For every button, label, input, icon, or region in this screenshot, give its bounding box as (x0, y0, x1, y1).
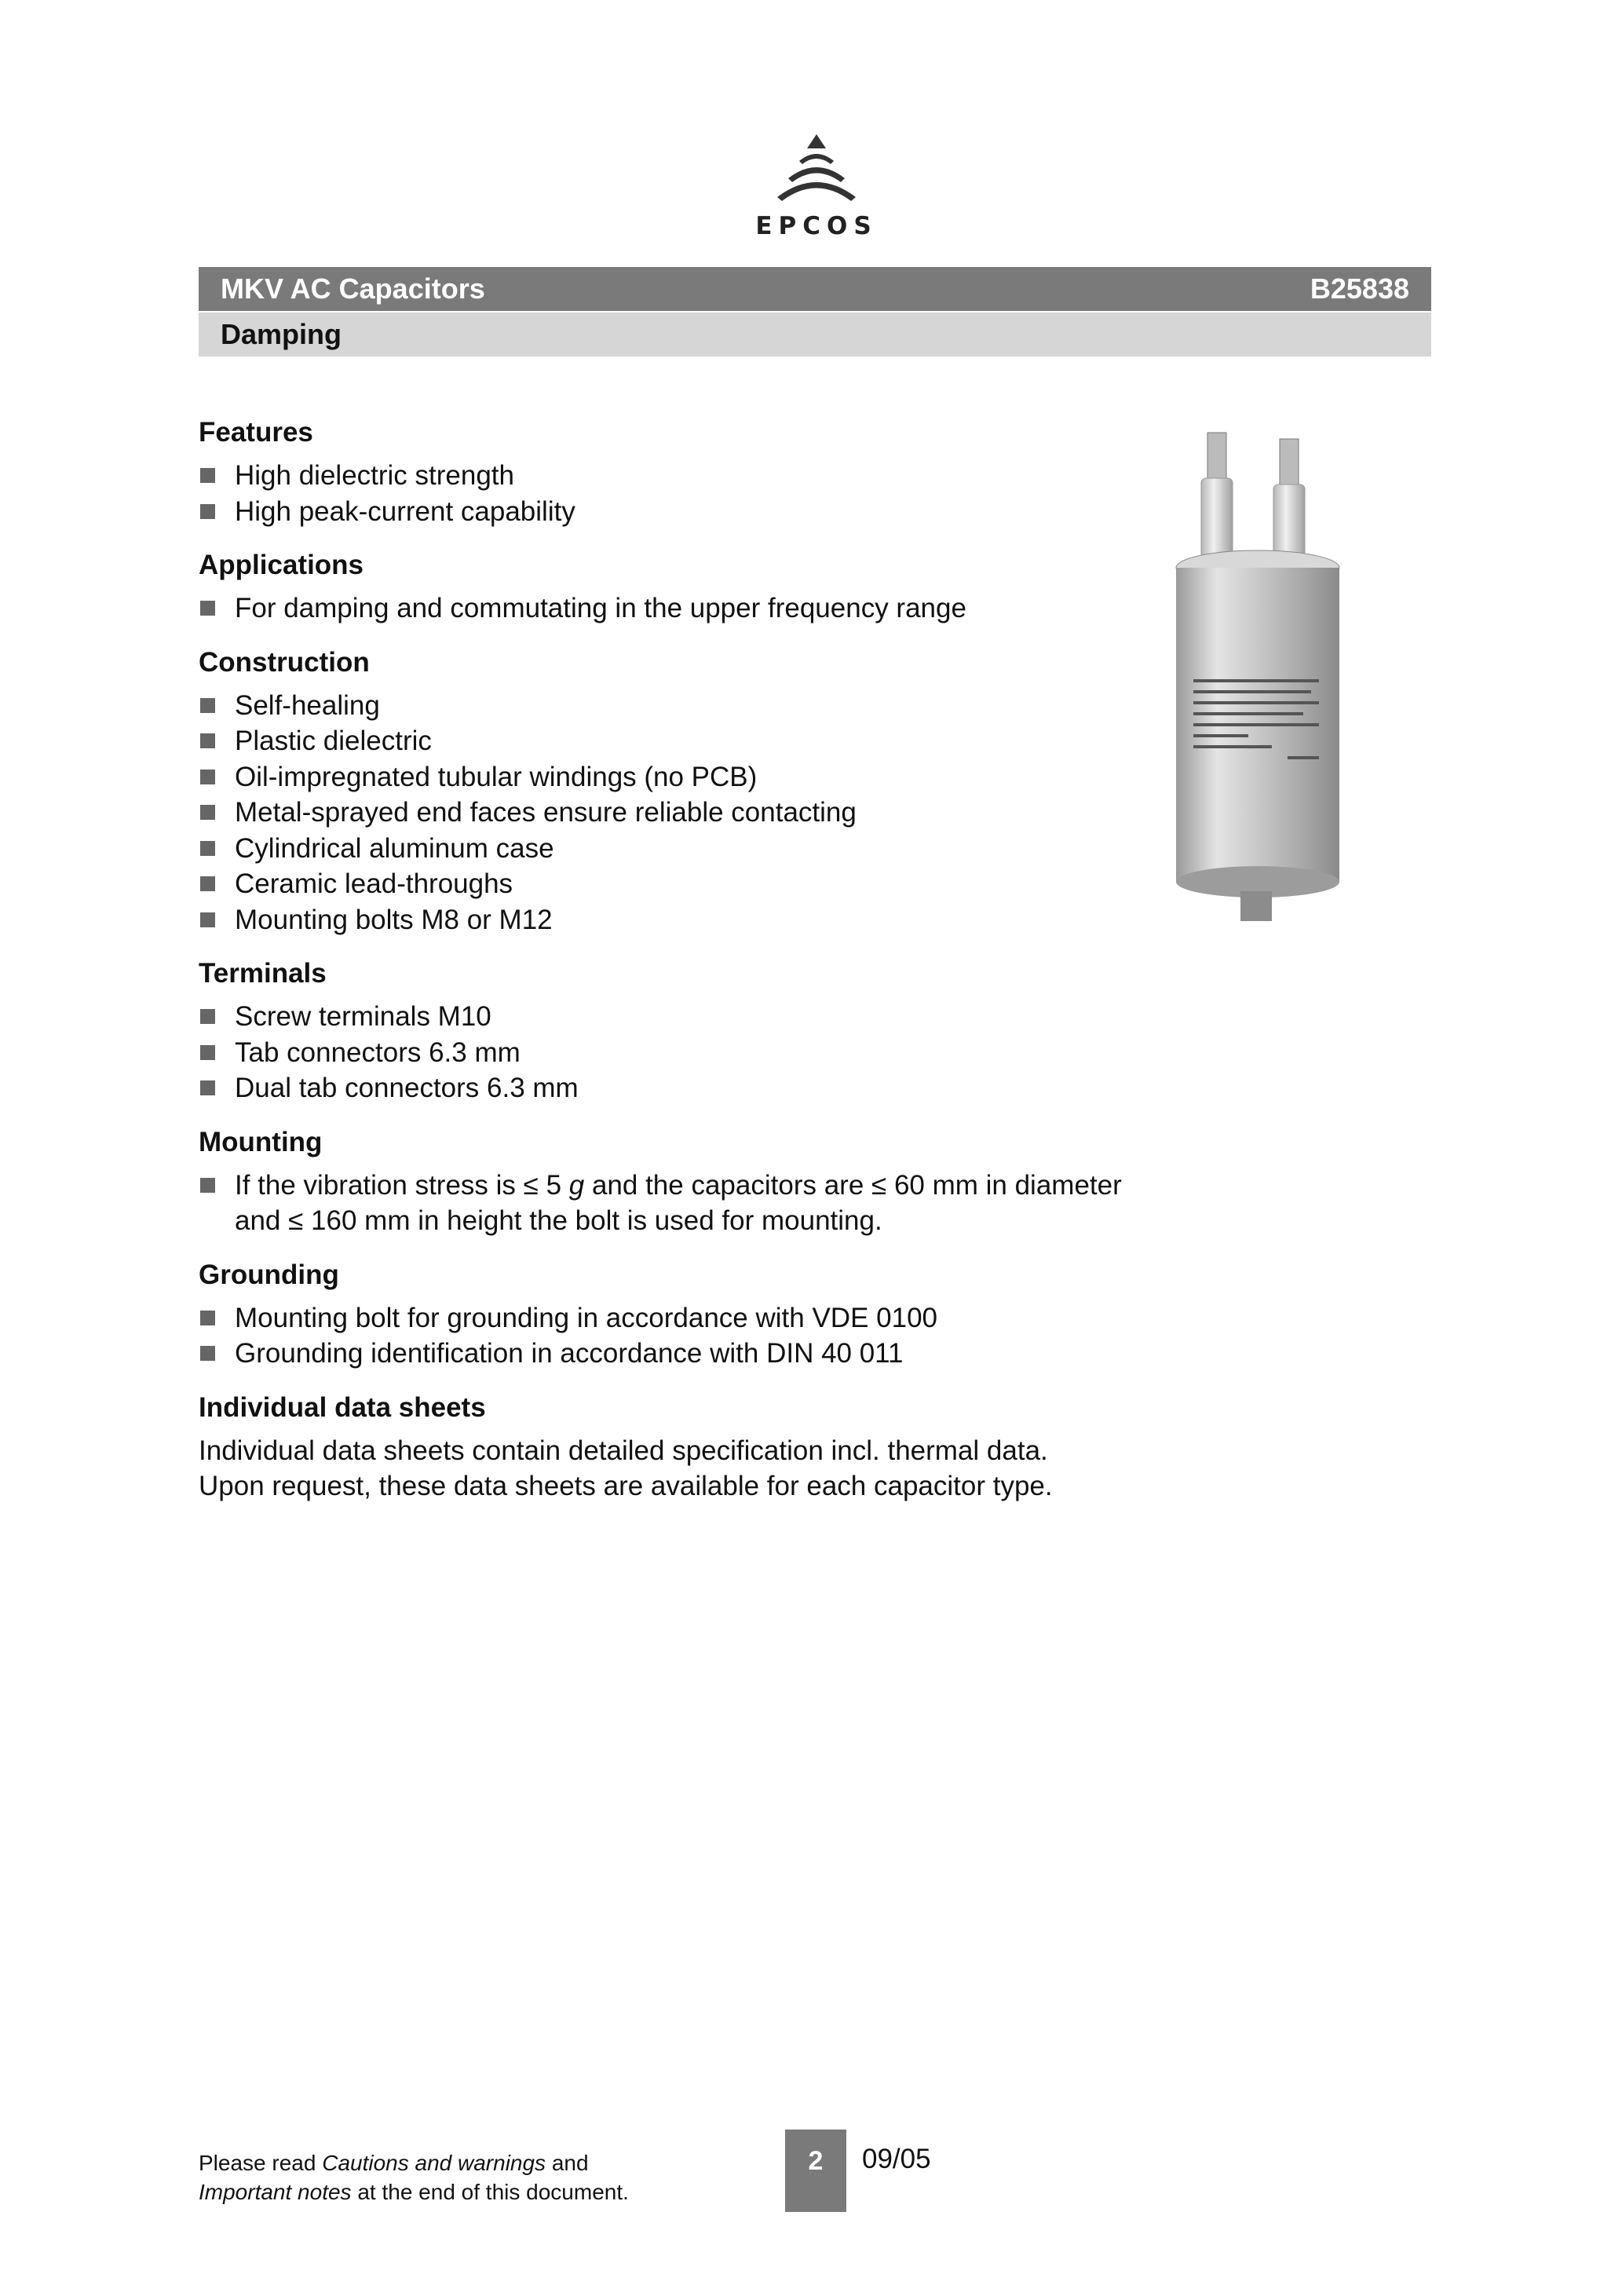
bullet-icon (200, 698, 215, 713)
bullet-icon (200, 1009, 215, 1024)
footer-note: Please read Cautions and warnings and Important notes at the end of this document. (199, 2151, 629, 2204)
capacitor-image (1170, 428, 1350, 930)
applications-section (199, 545, 1219, 627)
subtitle-bar (199, 313, 1431, 356)
bullet-icon (200, 805, 215, 820)
bullet-icon (200, 912, 215, 927)
bullet-icon (200, 770, 215, 784)
date-label: 09/05 (862, 2144, 931, 2174)
bullet-icon (200, 733, 215, 748)
bullet-icon (200, 601, 215, 616)
construction-section (199, 642, 1219, 938)
list-item: Ceramic lead-throughs (199, 866, 1219, 902)
list-item: Dual tab connectors 6.3 mm (199, 1070, 1219, 1106)
main-content (199, 412, 1219, 1520)
bullet-icon (200, 841, 215, 856)
list-item: Mounting bolts M8 or M12 (199, 902, 1219, 938)
bullet-icon (200, 1311, 215, 1325)
product-title: MKV AC Capacitors (221, 272, 485, 305)
product-subtitle: Damping (221, 318, 342, 350)
list-item: Plastic dielectric (199, 723, 1219, 759)
product-code: B25838 (1310, 272, 1409, 305)
bullet-icon (200, 1080, 215, 1095)
section-heading: Features (199, 417, 313, 448)
list-item: High peak-current capability (199, 494, 1219, 530)
list-item: Mounting bolt for grounding in accordance with VDE 0100 (199, 1300, 1219, 1336)
list-item: Screw terminals M10 (199, 999, 1219, 1035)
section-heading: Construction (199, 646, 370, 678)
section-heading: Individual data sheets (199, 1391, 486, 1423)
list-item: Grounding identification in accordance with DIN 40 011 (199, 1336, 1219, 1372)
epcos-triangle-icon (769, 130, 864, 208)
section-heading: Grounding (199, 1259, 339, 1290)
features-section (199, 412, 1219, 529)
section-heading: Terminals (199, 958, 327, 989)
data-sheets-section (199, 1387, 1219, 1504)
list-item: Tab connectors 6.3 mm (199, 1035, 1219, 1071)
section-heading: Mounting (199, 1126, 323, 1157)
bullet-icon (200, 504, 215, 519)
list-item: High dielectric strength (199, 458, 1219, 494)
terminals-section (199, 953, 1219, 1106)
list-item: Self-healing (199, 688, 1219, 724)
bullet-icon (200, 876, 215, 891)
list-item: Cylindrical aluminum case (199, 831, 1219, 867)
list-item: Metal-sprayed end faces ensure reliable contacting (199, 795, 1219, 831)
logo-text: EPCOS (755, 212, 878, 240)
list-item: If the vibration stress is ≤ 5 g and the capacitors are ≤ 60 mm in diameter and ≤ 160 mm in height the bolt is used for mounting. (199, 1168, 1219, 1239)
mounting-section (199, 1122, 1219, 1239)
bullet-icon (200, 1346, 215, 1361)
page-number: 2 (785, 2130, 846, 2212)
epcos-logo (754, 130, 879, 247)
list-item: Oil-impregnated tubular windings (no PCB) (199, 759, 1219, 795)
bullet-icon (200, 1178, 215, 1193)
title-bar (199, 267, 1431, 311)
bullet-icon (200, 468, 215, 483)
list-item: For damping and commutating in the upper frequency range (199, 590, 1219, 627)
section-heading: Applications (199, 550, 364, 580)
bullet-icon (200, 1045, 215, 1060)
paragraph: Individual data sheets contain detailed specification incl. thermal data. Upon request, these data sheets are available for each capacitor type. (199, 1435, 1053, 1501)
grounding-section (199, 1255, 1219, 1372)
